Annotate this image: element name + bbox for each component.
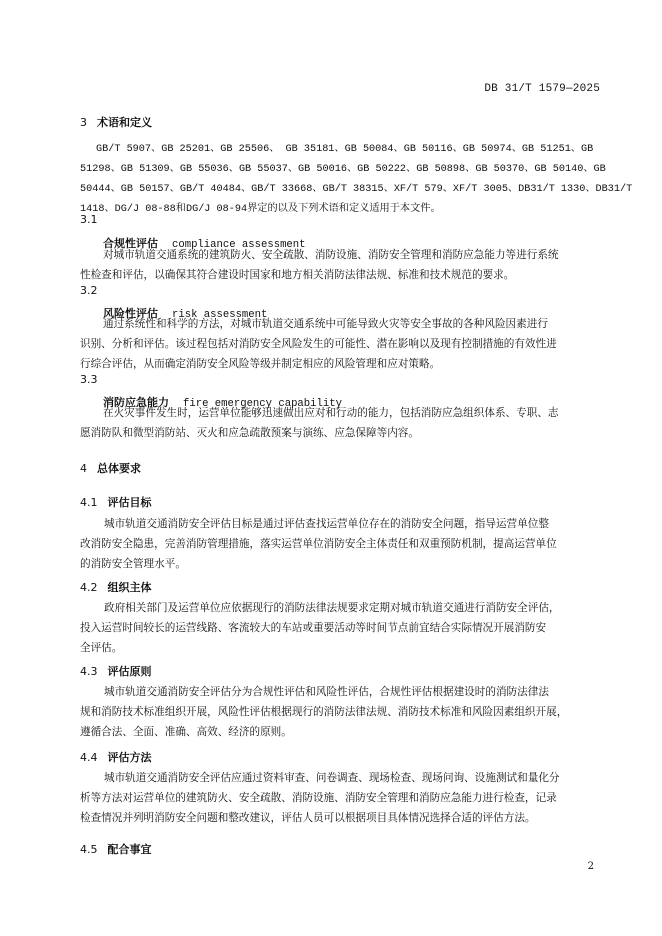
term-zh: 消防应急能力 (103, 396, 169, 409)
term-number: 3.2 (80, 284, 98, 297)
section-title: 术语和定义 (97, 116, 152, 129)
term-definition (80, 403, 559, 443)
body-line: 遵循合法、全面、准确、高效、经济的原则。 (80, 726, 292, 738)
intro-line: 50444、GB 50157、GB/T 40484、GB/T 33668、GB/T 38315、XF/T 579、XF/T 3005、DB31/T 1330、DB31/T (80, 184, 633, 195)
subsection-body (80, 598, 560, 658)
body-line: 的消防安全管理水平。 (80, 558, 186, 570)
definition-line: 行综合评估，从而确定消防安全风险等级并制定相应的风险管理和应对策略。 (80, 358, 441, 370)
term-en: compliance assessment (172, 239, 306, 251)
subsection-title: 组织主体 (107, 581, 152, 594)
subsection-number: 4.2 (80, 581, 98, 594)
subsection-body (80, 514, 557, 574)
body-line: 城市轨道交通消防安全评估分为合规性评估和风险性评估，合规性评估根据建设时的消防法律法 (104, 686, 549, 698)
term-number: 3.3 (80, 373, 98, 386)
subsection-title: 评估方法 (107, 751, 152, 764)
subsection-number: 4.5 (80, 843, 98, 856)
subsection-heading (80, 838, 152, 857)
section-3-intro (80, 140, 633, 220)
section-number: 3 (80, 116, 87, 129)
definition-line: 愿消防队和微型消防站、灭火和应急疏散预案与演练、应急保障等内容。 (80, 427, 419, 439)
body-line: 投入运营时间较长的运营线路、客流较大的车站或重要活动等时间节点前宜结合实际情况开展消防安 (80, 622, 547, 634)
term-definition (80, 314, 557, 374)
subsection-body (80, 768, 560, 828)
definition-line: 性检查和评估，以确保其符合建设时国家和地方相关消防法律法规、标准和技术规范的要求。 (80, 269, 515, 281)
body-line: 检查情况并列明消防安全问题和整改建议，评估人员可以根据项目具体情况选择合适的评估方法。 (80, 812, 536, 824)
section-number: 4 (80, 462, 87, 475)
definition-line: 识别、分析和评估。该过程包括对消防安全风险发生的可能性、潜在影响以及现有控制措施的有效性进 (80, 338, 557, 350)
body-line: 改消防安全隐患，完善消防管理措施，落实运营单位消防安全主体责任和双重预防机制，提高运营单位 (80, 538, 557, 550)
section-3-heading (80, 111, 152, 130)
subsection-heading (80, 660, 152, 679)
body-line: 析等方法对运营单位的建筑防火、安全疏散、消防设施、消防安全管理和消防应急能力进行检查，记录 (80, 792, 557, 804)
body-line: 城市轨道交通消防安全评估目标是通过评估查找运营单位存在的消防安全问题，指导运营单位整 (104, 518, 549, 530)
term-zh: 风险性评估 (103, 307, 158, 320)
intro-line: 51298、GB 51309、GB 55036、GB 55037、GB 50016、GB 50222、GB 50898、GB 50370、GB 50140、GB (80, 164, 606, 175)
definition-line: 对城市轨道交通系统的建筑防火、安全疏散、消防设施、消防安全管理和消防应急能力等进行系统 (103, 249, 559, 261)
intro-line: GB/T 5907、GB 25201、GB 25506、 GB 35181、GB 50084、GB 50116、GB 50974、GB 51251、GB (96, 144, 594, 155)
term-zh: 合规性评估 (103, 237, 158, 250)
subsection-heading (80, 491, 152, 510)
subsection-title: 评估原则 (107, 665, 152, 678)
term-definition (80, 245, 559, 285)
term-en: fire emergency capability (183, 398, 342, 410)
doc-number-header: DB 31/T 1579—2025 (484, 83, 600, 95)
definition-line: 在火灾事件发生时，运营单位能够迅速做出应对和行动的能力，包括消防应急组织体系、专职、志 (103, 407, 559, 419)
subsection-heading (80, 746, 152, 765)
body-line: 城市轨道交通消防安全评估应通过资料审查、问卷调查、现场检查、现场问询、设施测试和量化分 (104, 772, 560, 784)
intro-line: 1418、DG/J 08-88和DG/J 08-94界定的以及下列术语和定义适用于本文件。 (80, 204, 441, 215)
subsection-body (80, 682, 568, 742)
page-number: 2 (587, 861, 594, 872)
subsection-number: 4.3 (80, 665, 98, 678)
subsection-title: 配合事宜 (107, 843, 152, 856)
subsection-number: 4.4 (80, 751, 98, 764)
subsection-title: 评估目标 (107, 496, 152, 509)
body-line: 规和消防技术标准组织开展，风险性评估根据现行的消防法律法规、消防技术标准和风险因素组织开展， (80, 706, 568, 718)
subsection-heading (80, 576, 152, 595)
section-title: 总体要求 (97, 462, 141, 475)
subsection-number: 4.1 (80, 496, 98, 509)
body-line: 政府相关部门及运营单位应依据现行的消防法律法规要求定期对城市轨道交通进行消防安全评估， (104, 602, 560, 614)
term-en: risk assessment (172, 309, 268, 321)
section-4-heading (80, 457, 141, 476)
term-number: 3.1 (80, 213, 98, 226)
body-line: 全评估。 (80, 642, 123, 654)
definition-line: 通过系统性和科学的方法，对城市轨道交通系统中可能导致火灾等安全事故的各种风险因素进行 (103, 318, 548, 330)
